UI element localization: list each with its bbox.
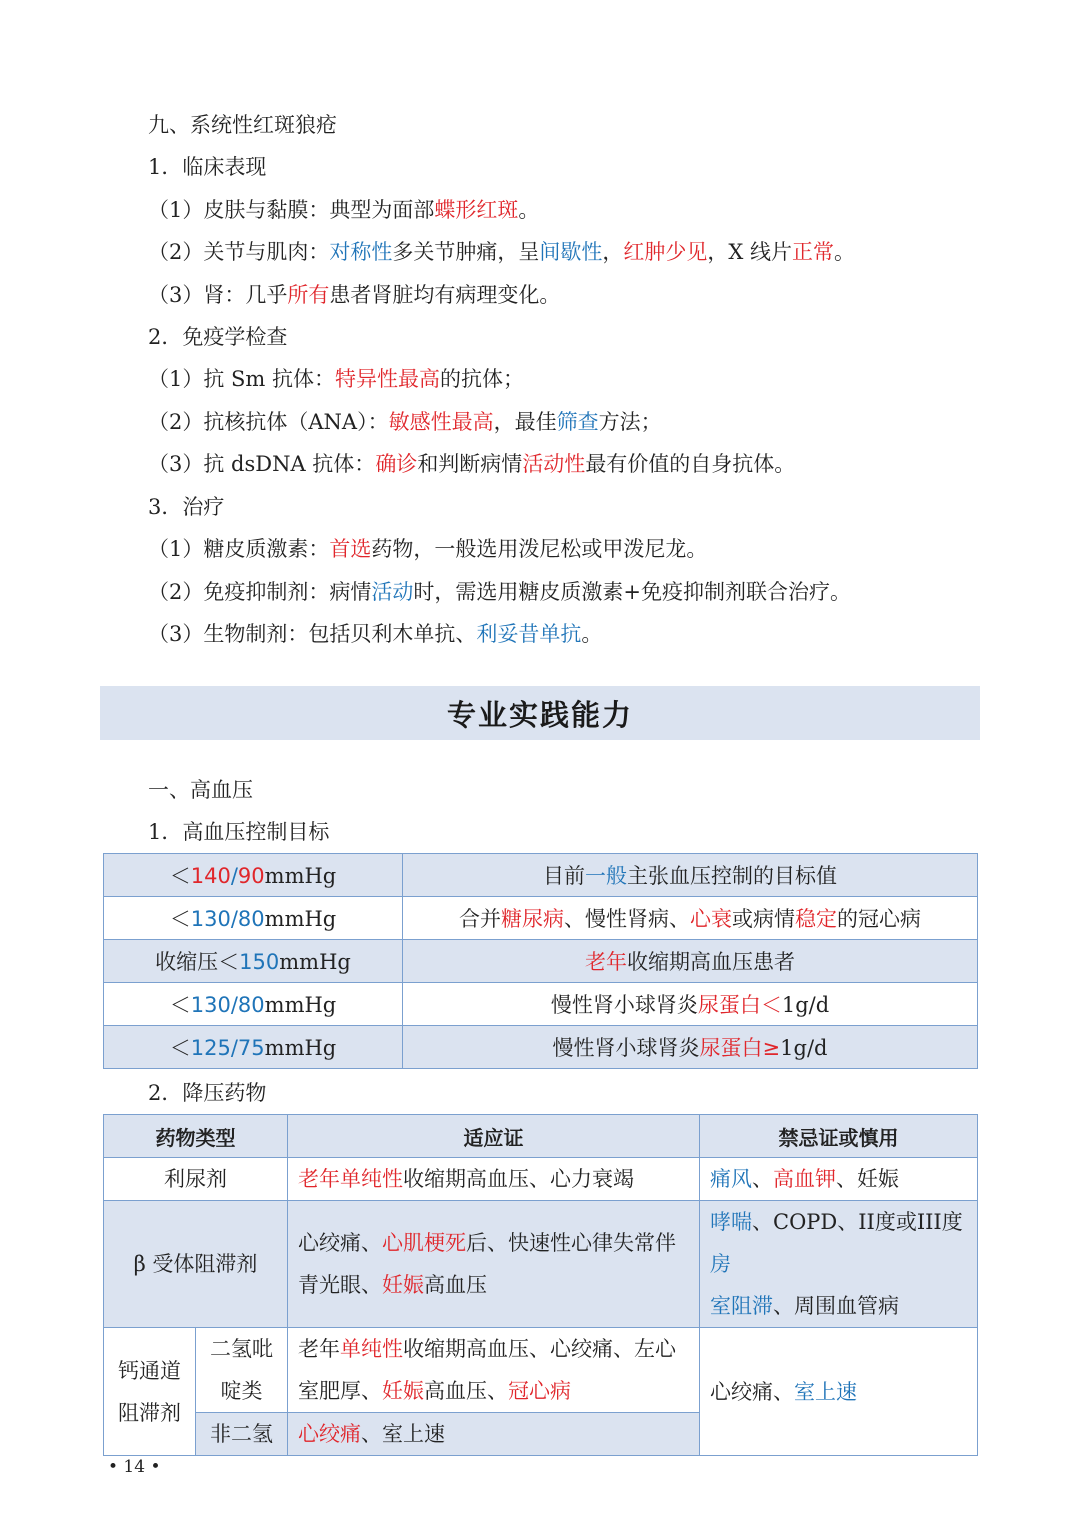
table-row: [104, 854, 978, 897]
contraindication-cell: 心绞痛、室上速: [700, 1328, 978, 1456]
drug-name-cell: 利尿剂: [104, 1158, 288, 1201]
table-row: [104, 1158, 978, 1201]
header-indications: 适应证: [288, 1115, 700, 1158]
immuno-dsdna: （3）抗 dsDNA 抗体：确诊和判断病情活动性最有价值的自身抗体。: [148, 452, 796, 476]
header-drug-type: 药物类型: [104, 1115, 288, 1158]
immuno-ana: （2）抗核抗体（ANA）：敏感性最高，最佳筛查方法；: [148, 410, 662, 434]
bp-description-cell: 老年收缩期高血压患者: [403, 940, 978, 983]
clinical-skin: （1）皮肤与黏膜：典型为面部蝶形红斑。: [148, 198, 540, 222]
clinical-heading: 1．临床表现: [148, 155, 267, 179]
bp-description-cell: 慢性肾小球肾炎尿蛋白≥1g/d: [403, 1026, 978, 1069]
section-title-sle: 九、系统性红斑狼疮: [148, 113, 337, 137]
clinical-kidney: （3）肾：几乎所有患者肾脏均有病理变化。: [148, 283, 561, 307]
drug-name-cell: β 受体阻滞剂: [104, 1201, 288, 1328]
table-row: [104, 1328, 978, 1413]
treatment-immunosuppressant: （2）免疫抑制剂：病情活动时，需选用糖皮质激素+免疫抑制剂联合治疗。: [148, 580, 851, 604]
bp-target-cell: ＜140/90mmHg: [104, 854, 403, 897]
drug-group-cell: 钙通道 阻滞剂: [104, 1328, 196, 1456]
indication-cell: 心绞痛、室上速: [288, 1413, 700, 1456]
treatment-heading: 3．治疗: [148, 495, 225, 519]
table-row: [104, 897, 978, 940]
indication-cell: 心绞痛、心肌梗死后、快速性心律失常伴 青光眼、妊娠高血压: [288, 1201, 700, 1328]
indication-cell: 老年单纯性收缩期高血压、心绞痛、左心 室肥厚、妊娠高血压、冠心病: [288, 1328, 700, 1413]
table-row: [104, 940, 978, 983]
bp-target-cell: ＜125/75mmHg: [104, 1026, 403, 1069]
immuno-heading: 2．免疫学检查: [148, 325, 288, 349]
bp-target-cell: ＜130/80mmHg: [104, 897, 403, 940]
table-row: [104, 1201, 978, 1328]
bp-target-cell: ＜130/80mmHg: [104, 983, 403, 1026]
contraindication-cell: 痛风、高血钾、妊娠: [700, 1158, 978, 1201]
table-row: [104, 983, 978, 1026]
indication-cell: 老年单纯性收缩期高血压、心力衰竭: [288, 1158, 700, 1201]
immuno-sm: （1）抗 Sm 抗体：特异性最高的抗体；: [148, 367, 525, 391]
section-title-hypertension: 一、高血压: [148, 778, 253, 802]
treatment-steroid: （1）糖皮质激素：首选药物，一般选用泼尼松或甲泼尼龙。: [148, 537, 708, 561]
bp-description-cell: 目前一般主张血压控制的目标值: [403, 854, 978, 897]
bp-goals-heading: 1．高血压控制目标: [148, 820, 330, 844]
bp-goals-table: [103, 853, 978, 1069]
drug-subclass-cell: 二氢吡 啶类: [196, 1328, 288, 1413]
bp-description-cell: 合并糖尿病、慢性肾病、心衰或病情稳定的冠心病: [403, 897, 978, 940]
table-header-row: [104, 1115, 978, 1158]
antihypertensive-drug-table: [103, 1114, 978, 1456]
treatment-biologic: （3）生物制剂：包括贝利木单抗、利妥昔单抗。: [148, 622, 603, 646]
bp-target-cell: 收缩压＜150mmHg: [104, 940, 403, 983]
page-number: • 14 •: [108, 1457, 161, 1477]
clinical-joint: （2）关节与肌肉：对称性多关节肿痛，呈间歇性，红肿少见，X 线片正常。: [148, 240, 856, 264]
bp-description-cell: 慢性肾小球肾炎尿蛋白＜1g/d: [403, 983, 978, 1026]
table-row: [104, 1026, 978, 1069]
header-contraindications: 禁忌证或慎用: [700, 1115, 978, 1158]
section-banner: 专业实践能力: [100, 686, 980, 740]
drug-subclass-cell: 非二氢: [196, 1413, 288, 1456]
contraindication-cell: 哮喘、COPD、II度或III度房 室阻滞、周围血管病: [700, 1201, 978, 1328]
drugs-heading: 2．降压药物: [148, 1081, 267, 1105]
